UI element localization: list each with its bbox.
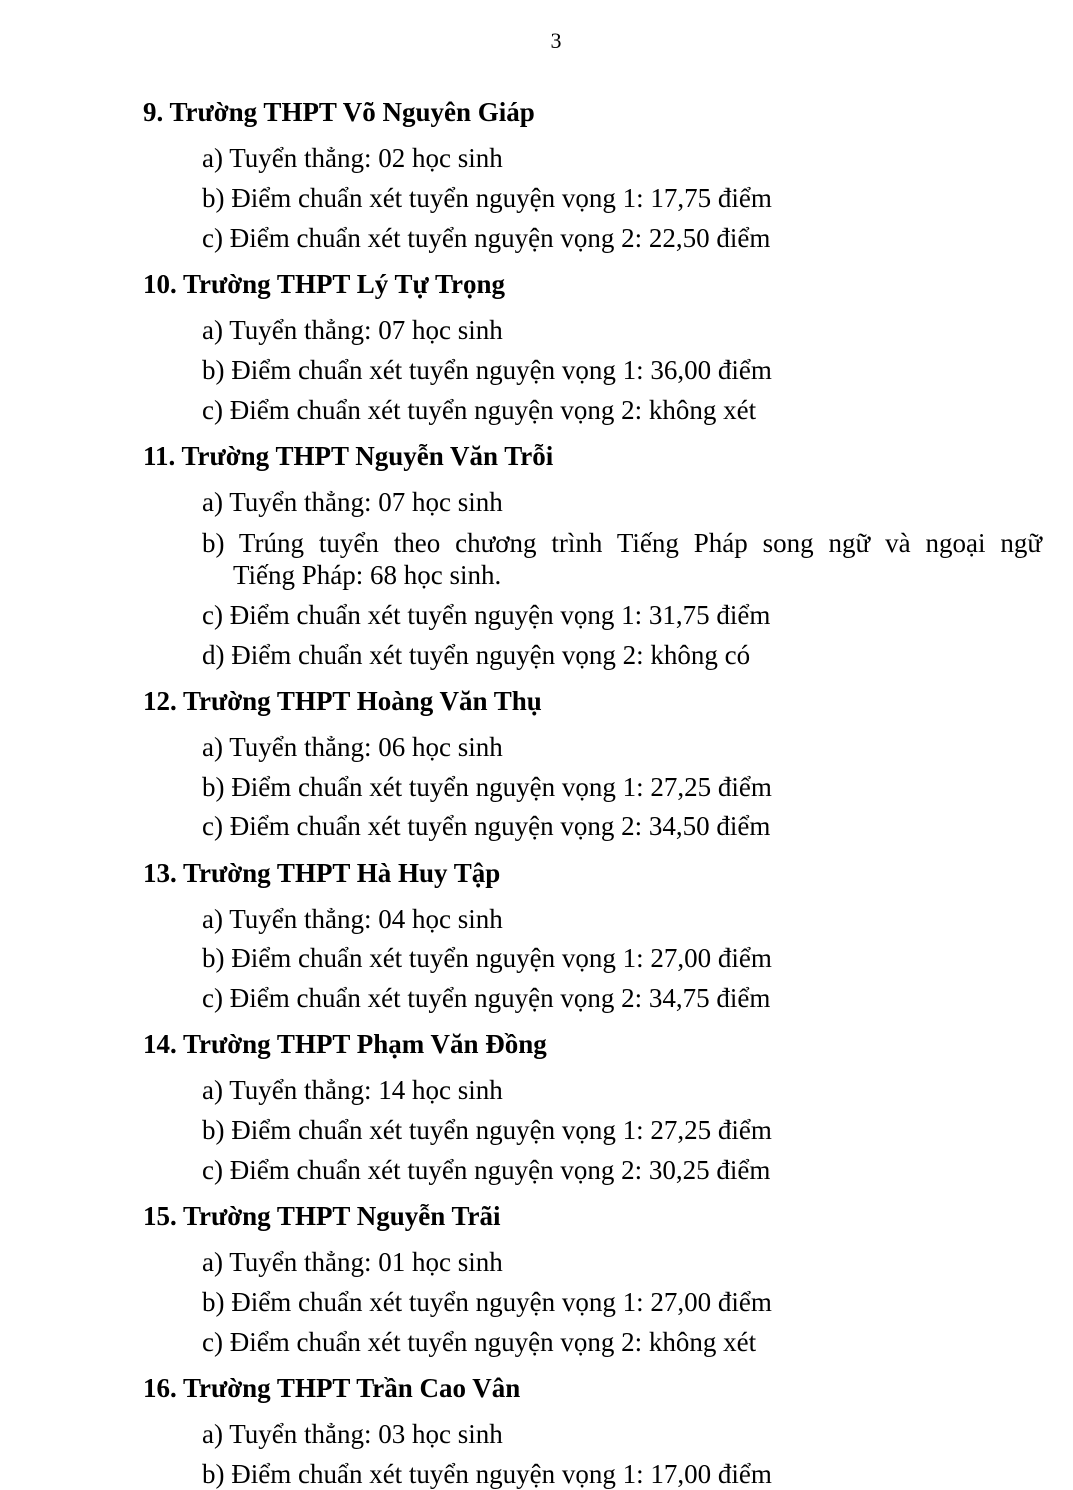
section-heading: 9. Trường THPT Võ Nguyên Giáp xyxy=(143,97,535,127)
list-item-continuation: Tiếng Pháp: 68 học sinh. xyxy=(233,560,502,590)
list-item: a) Tuyển thẳng: 03 học sinh xyxy=(202,1419,503,1449)
section-heading: 13. Trường THPT Hà Huy Tập xyxy=(143,858,501,888)
list-item: c) Điểm chuẩn xét tuyển nguyện vọng 2: không xét xyxy=(202,395,757,425)
list-item: b) Điểm chuẩn xét tuyển nguyện vọng 1: 17,00 điểm xyxy=(202,1459,772,1489)
section-heading: 15. Trường THPT Nguyễn Trãi xyxy=(143,1201,501,1231)
section-heading: 12. Trường THPT Hoàng Văn Thụ xyxy=(143,686,542,716)
list-item: c) Điểm chuẩn xét tuyển nguyện vọng 2: không xét xyxy=(202,1327,757,1357)
list-item: a) Tuyển thẳng: 07 học sinh xyxy=(202,487,503,517)
list-item: a) Tuyển thẳng: 01 học sinh xyxy=(202,1247,503,1277)
section-heading: 11. Trường THPT Nguyễn Văn Trỗi xyxy=(143,441,554,471)
list-item: a) Tuyển thẳng: 04 học sinh xyxy=(202,904,503,934)
list-item: c) Điểm chuẩn xét tuyển nguyện vọng 2: 22,50 điểm xyxy=(202,223,771,253)
list-item: d) Điểm chuẩn xét tuyển nguyện vọng 2: không có xyxy=(202,640,751,670)
list-item: c) Điểm chuẩn xét tuyển nguyện vọng 2: 34,50 điểm xyxy=(202,811,771,841)
list-item: a) Tuyển thẳng: 02 học sinh xyxy=(202,143,503,173)
list-item: a) Tuyển thẳng: 06 học sinh xyxy=(202,732,503,762)
section-heading: 16. Trường THPT Trần Cao Vân xyxy=(143,1373,521,1403)
list-item: a) Tuyển thẳng: 07 học sinh xyxy=(202,315,503,345)
list-item: c) Điểm chuẩn xét tuyển nguyện vọng 1: 31,75 điểm xyxy=(202,600,771,630)
list-item: b) Điểm chuẩn xét tuyển nguyện vọng 1: 17,75 điểm xyxy=(202,183,772,213)
list-item: b) Điểm chuẩn xét tuyển nguyện vọng 1: 27,25 điểm xyxy=(202,772,772,802)
list-item: a) Tuyển thẳng: 14 học sinh xyxy=(202,1075,503,1105)
section-heading: 14. Trường THPT Phạm Văn Đồng xyxy=(143,1029,547,1059)
list-item: b) Điểm chuẩn xét tuyển nguyện vọng 1: 27,00 điểm xyxy=(202,943,772,973)
list-item: c) Điểm chuẩn xét tuyển nguyện vọng 2: 34,75 điểm xyxy=(202,983,771,1013)
list-item: c) Điểm chuẩn xét tuyển nguyện vọng 2: 30,25 điểm xyxy=(202,1155,771,1185)
list-item: b) Trúng tuyển theo chương trình Tiếng Pháp song ngữ và ngoại ngữ xyxy=(202,528,1042,558)
list-item: b) Điểm chuẩn xét tuyển nguyện vọng 1: 27,25 điểm xyxy=(202,1115,772,1145)
section-heading: 10. Trường THPT Lý Tự Trọng xyxy=(143,269,505,299)
page-number: 3 xyxy=(550,28,562,53)
list-item: b) Điểm chuẩn xét tuyển nguyện vọng 1: 27,00 điểm xyxy=(202,1287,772,1317)
list-item: b) Điểm chuẩn xét tuyển nguyện vọng 1: 36,00 điểm xyxy=(202,355,772,385)
